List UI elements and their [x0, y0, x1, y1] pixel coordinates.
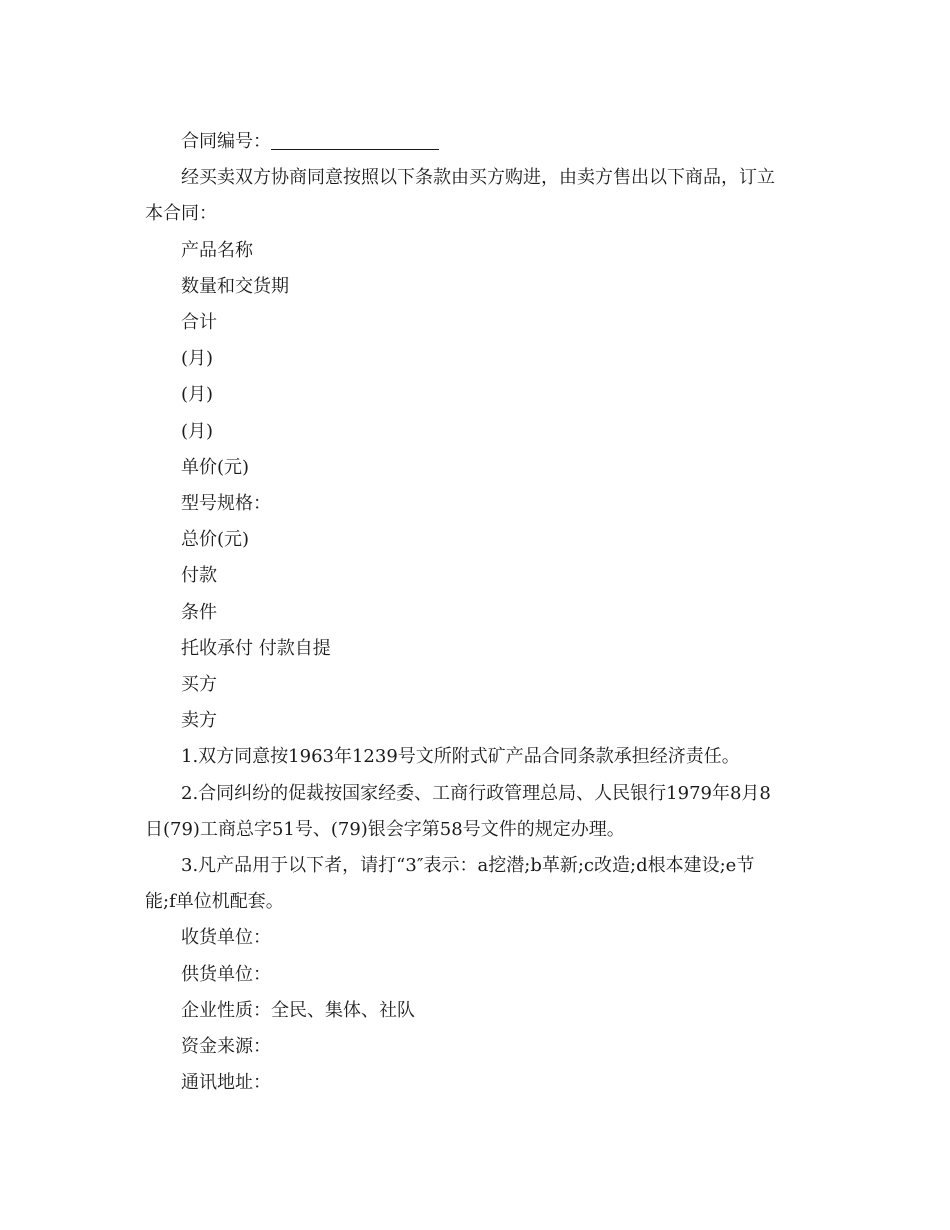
clause-2-line2: 日(79)工商总字51号、(79)银会字第58号文件的规定办理。: [145, 818, 625, 840]
item-product-name: 产品名称: [181, 239, 253, 261]
contract-number-blank[interactable]: [271, 129, 439, 150]
item-conditions: 条件: [181, 601, 217, 623]
contract-document: [145, 124, 805, 1101]
field-enterprise-type: 企业性质：全民、集体、社队: [181, 999, 415, 1021]
item-total: 合计: [181, 312, 217, 334]
field-supplying-unit: 供货单位：: [181, 963, 271, 985]
clause-3-line1: 3.凡产品用于以下者，请打“3″表示：a挖潜;b革新;c改造;d根本建设;e节: [181, 855, 755, 877]
field-address: 通讯地址：: [181, 1072, 271, 1094]
field-receiving-unit: 收货单位：: [181, 927, 271, 949]
intro-paragraph-line2: 本合同：: [145, 203, 217, 225]
intro-paragraph-line1: 经买卖双方协商同意按照以下条款由买方购进，由卖方售出以下商品，订立: [181, 167, 775, 189]
clause-2-line1: 2.合同纠纷的促裁按国家经委、工商行政管理总局、人民银行1979年8月8: [181, 782, 771, 804]
item-unit-price: 单价(元): [181, 456, 250, 478]
contract-number-line: [145, 124, 805, 160]
item-payment-method: 托收承付 付款自提: [181, 637, 331, 659]
field-fund-source: 资金来源：: [181, 1036, 271, 1058]
item-seller: 卖方: [181, 710, 217, 732]
item-model-spec: 型号规格：: [181, 493, 271, 515]
clause-1: 1.双方同意按1963年1239号文所附式矿产品合同条款承担经济责任。: [181, 746, 740, 768]
item-month-3: (月): [181, 420, 214, 442]
item-quantity-delivery: 数量和交货期: [181, 275, 289, 297]
item-payment: 付款: [181, 565, 217, 587]
item-month-2: (月): [181, 384, 214, 406]
item-month-1: (月): [181, 348, 214, 370]
contract-number-label: 合同编号：: [181, 131, 271, 152]
clause-3-line2: 能;f单位机配套。: [145, 891, 284, 913]
item-total-price: 总价(元): [181, 529, 250, 551]
item-buyer: 买方: [181, 674, 217, 696]
